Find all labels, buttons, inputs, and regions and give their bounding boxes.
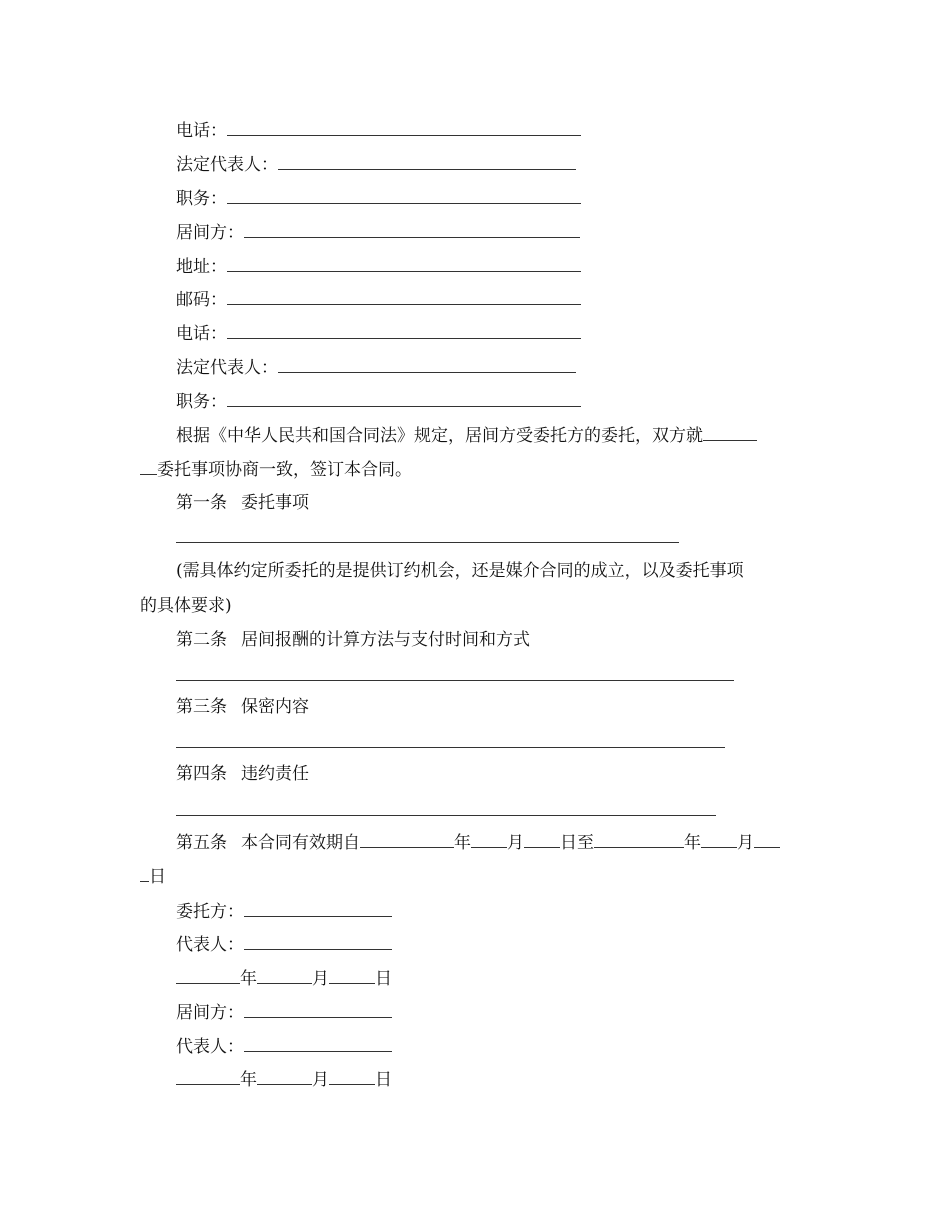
blank-line bbox=[227, 389, 581, 407]
day-label: 日 bbox=[375, 1070, 392, 1090]
month-label: 月 bbox=[507, 833, 524, 853]
article-5-line-1 bbox=[176, 830, 780, 854]
article-number: 第三条 bbox=[176, 697, 227, 717]
signature-party-1 bbox=[176, 899, 392, 923]
blank-line bbox=[703, 423, 757, 441]
note-line-2 bbox=[140, 594, 232, 618]
blank-line bbox=[594, 830, 684, 848]
year-label: 年 bbox=[684, 833, 701, 853]
blank-line bbox=[329, 1067, 375, 1085]
article-2-blank bbox=[176, 680, 734, 681]
article-1-blank bbox=[176, 542, 679, 543]
field-label: 居间方： bbox=[176, 223, 244, 243]
article-5-line-2 bbox=[140, 864, 166, 888]
field-label: 代表人： bbox=[176, 1037, 244, 1057]
field-phone bbox=[176, 118, 581, 142]
blank-line bbox=[329, 966, 375, 984]
blank-line bbox=[140, 864, 149, 882]
field-address bbox=[176, 254, 581, 278]
year-label: 年 bbox=[454, 833, 471, 853]
field-postcode bbox=[176, 287, 581, 311]
blank-line bbox=[176, 1067, 240, 1085]
article-title: 保密内容 bbox=[241, 697, 309, 717]
preamble-text: 委托事项协商一致，签订本合同。 bbox=[157, 460, 412, 480]
field-label: 电话： bbox=[176, 324, 227, 344]
field-label: 法定代表人： bbox=[176, 155, 278, 175]
field-label: 邮码： bbox=[176, 290, 227, 310]
article-number: 第一条 bbox=[176, 493, 227, 513]
article-2-heading bbox=[176, 628, 530, 652]
blank-line bbox=[227, 254, 581, 272]
blank-line bbox=[257, 966, 312, 984]
note-text: 的具体要求) bbox=[140, 596, 232, 616]
blank-line bbox=[227, 321, 581, 339]
day-to-label: 日至 bbox=[560, 833, 594, 853]
article-number: 第二条 bbox=[176, 630, 227, 650]
blank-line bbox=[227, 118, 581, 136]
blank-line bbox=[227, 287, 581, 305]
year-label: 年 bbox=[240, 969, 257, 989]
blank-line bbox=[244, 1000, 392, 1018]
month-label: 月 bbox=[737, 833, 754, 853]
blank-line bbox=[244, 899, 392, 917]
preamble-text: 根据《中华人民共和国合同法》规定，居间方受委托方的委托，双方就 bbox=[176, 426, 703, 446]
month-label: 月 bbox=[312, 1070, 329, 1090]
blank-line bbox=[278, 152, 576, 170]
note-text: (需具体约定所委托的是提供订约机会，还是媒介合同的成立，以及委托事项 bbox=[176, 561, 744, 581]
article-3-heading bbox=[176, 695, 309, 719]
article-number: 第四条 bbox=[176, 764, 227, 784]
article-text: 本合同有效期自 bbox=[241, 833, 360, 853]
blank-line bbox=[754, 830, 780, 848]
field-position bbox=[176, 389, 581, 413]
field-label: 职务： bbox=[176, 392, 227, 412]
blank-line bbox=[360, 830, 454, 848]
intermediary-title bbox=[176, 220, 580, 244]
month-label: 月 bbox=[312, 969, 329, 989]
article-title: 委托事项 bbox=[241, 493, 309, 513]
field-position bbox=[176, 186, 581, 210]
signature-party-2 bbox=[176, 1000, 392, 1024]
blank-line bbox=[176, 966, 240, 984]
article-4-blank bbox=[176, 815, 716, 816]
field-legal-rep bbox=[176, 152, 576, 176]
blank-line bbox=[524, 830, 560, 848]
year-label: 年 bbox=[240, 1070, 257, 1090]
day-label: 日 bbox=[375, 969, 392, 989]
signature-date-2 bbox=[176, 1067, 392, 1091]
article-4-heading bbox=[176, 762, 309, 786]
field-label: 职务： bbox=[176, 189, 227, 209]
article-title: 居间报酬的计算方法与支付时间和方式 bbox=[241, 630, 530, 650]
blank-line bbox=[701, 830, 737, 848]
preamble-line-1 bbox=[176, 423, 757, 447]
article-3-blank bbox=[176, 747, 725, 748]
signature-date-1 bbox=[176, 966, 392, 990]
day-label: 日 bbox=[149, 867, 166, 887]
blank-line bbox=[244, 1034, 392, 1052]
field-legal-rep bbox=[176, 355, 576, 379]
article-number: 第五条 bbox=[176, 833, 227, 853]
blank-line bbox=[471, 830, 507, 848]
blank-line bbox=[227, 186, 581, 204]
blank-line bbox=[257, 1067, 312, 1085]
field-label: 法定代表人： bbox=[176, 358, 278, 378]
field-label: 委托方： bbox=[176, 902, 244, 922]
blank-line bbox=[244, 932, 392, 950]
field-label: 居间方： bbox=[176, 1003, 244, 1023]
field-label: 地址： bbox=[176, 257, 227, 277]
preamble-line-2 bbox=[140, 457, 412, 481]
article-title: 违约责任 bbox=[241, 764, 309, 784]
signature-rep-2 bbox=[176, 1034, 392, 1058]
blank-line bbox=[278, 355, 576, 373]
blank-line bbox=[244, 220, 580, 238]
article-1-heading bbox=[176, 491, 309, 515]
field-label: 代表人： bbox=[176, 935, 244, 955]
field-phone bbox=[176, 321, 581, 345]
field-label: 电话： bbox=[176, 121, 227, 141]
blank-line bbox=[140, 457, 157, 475]
note-line-1 bbox=[176, 559, 744, 583]
signature-rep-1 bbox=[176, 932, 392, 956]
